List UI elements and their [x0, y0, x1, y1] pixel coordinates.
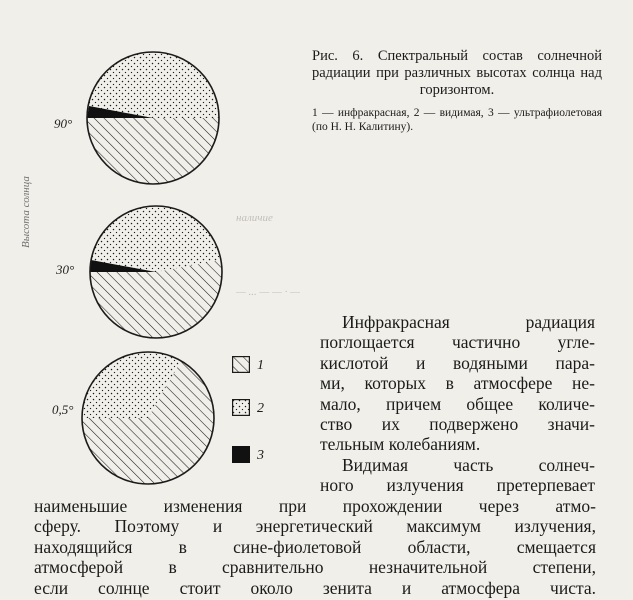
text-line: атмосферой в сравнительно незначительной степени, — [34, 557, 596, 578]
text-line: если солнце стоит около зенита и атмосфера чиста. — [34, 577, 596, 598]
text-line: сферу. Поэтому и энергетический максимум излучения, — [34, 516, 596, 537]
legend-swatch-hatch — [232, 356, 250, 373]
bleed-through-text: наличие — [236, 212, 273, 224]
legend-number: 2 — [257, 401, 264, 416]
pie-chart-90 — [85, 50, 221, 186]
legend-swatch-dots — [232, 399, 250, 416]
height-axis-label: Высота солнца — [20, 176, 32, 248]
pie-slice-infrared — [87, 118, 219, 184]
angle-label-30: 30° — [56, 262, 75, 277]
pie-svg-0-5 — [80, 350, 216, 486]
legend-swatch-solid — [232, 446, 250, 463]
text-line: Инфракрасная радиация — [342, 312, 595, 332]
pie-svg-90 — [85, 50, 221, 186]
text-line: кислотой и водяными пара- — [320, 352, 595, 373]
figure-caption — [312, 48, 602, 134]
pie-chart-30 — [88, 204, 224, 340]
text-line: находящийся в сине-фиолетовой области, смещается — [34, 536, 596, 557]
legend-item-infrared — [232, 356, 272, 378]
legend-number: 1 — [257, 358, 264, 373]
angle-label-90: 90° — [54, 116, 73, 131]
angle-label-0-5: 0,5° — [52, 402, 74, 417]
pie-svg-30 — [88, 204, 224, 340]
text-line: Видимая часть солнеч- — [342, 454, 595, 475]
text-line: мало, причем общее количе- — [320, 393, 595, 414]
text-line: наименьшие изменения при прохождении через атмо- — [34, 496, 596, 516]
paragraph-infrared — [320, 312, 595, 496]
caption-title: Рис. 6. Спектральный состав солнечной радиации при различных высотах солнца над горизонтом. — [312, 48, 602, 98]
bleed-through-text: — ... — — · — — [236, 286, 300, 298]
text-line: ного излучения претерпевает — [320, 475, 595, 496]
text-line: поглощается частично угле- — [320, 332, 595, 353]
legend-item-visible — [232, 399, 272, 421]
pie-chart-0-5 — [80, 350, 216, 486]
text-line: ство их подвержено значи- — [320, 414, 595, 435]
text-line: ми, которых в атмосфере не- — [320, 373, 595, 394]
legend-number: 3 — [257, 448, 264, 463]
legend-item-ultraviolet — [232, 446, 272, 468]
text-line: тельным колебаниям. — [320, 434, 481, 455]
paragraph-visible — [34, 496, 596, 598]
caption-legend: 1 — инфракрасная, 2 — видимая, 3 — ультрафиолетовая (по Н. Н. Калитину). — [312, 107, 602, 133]
